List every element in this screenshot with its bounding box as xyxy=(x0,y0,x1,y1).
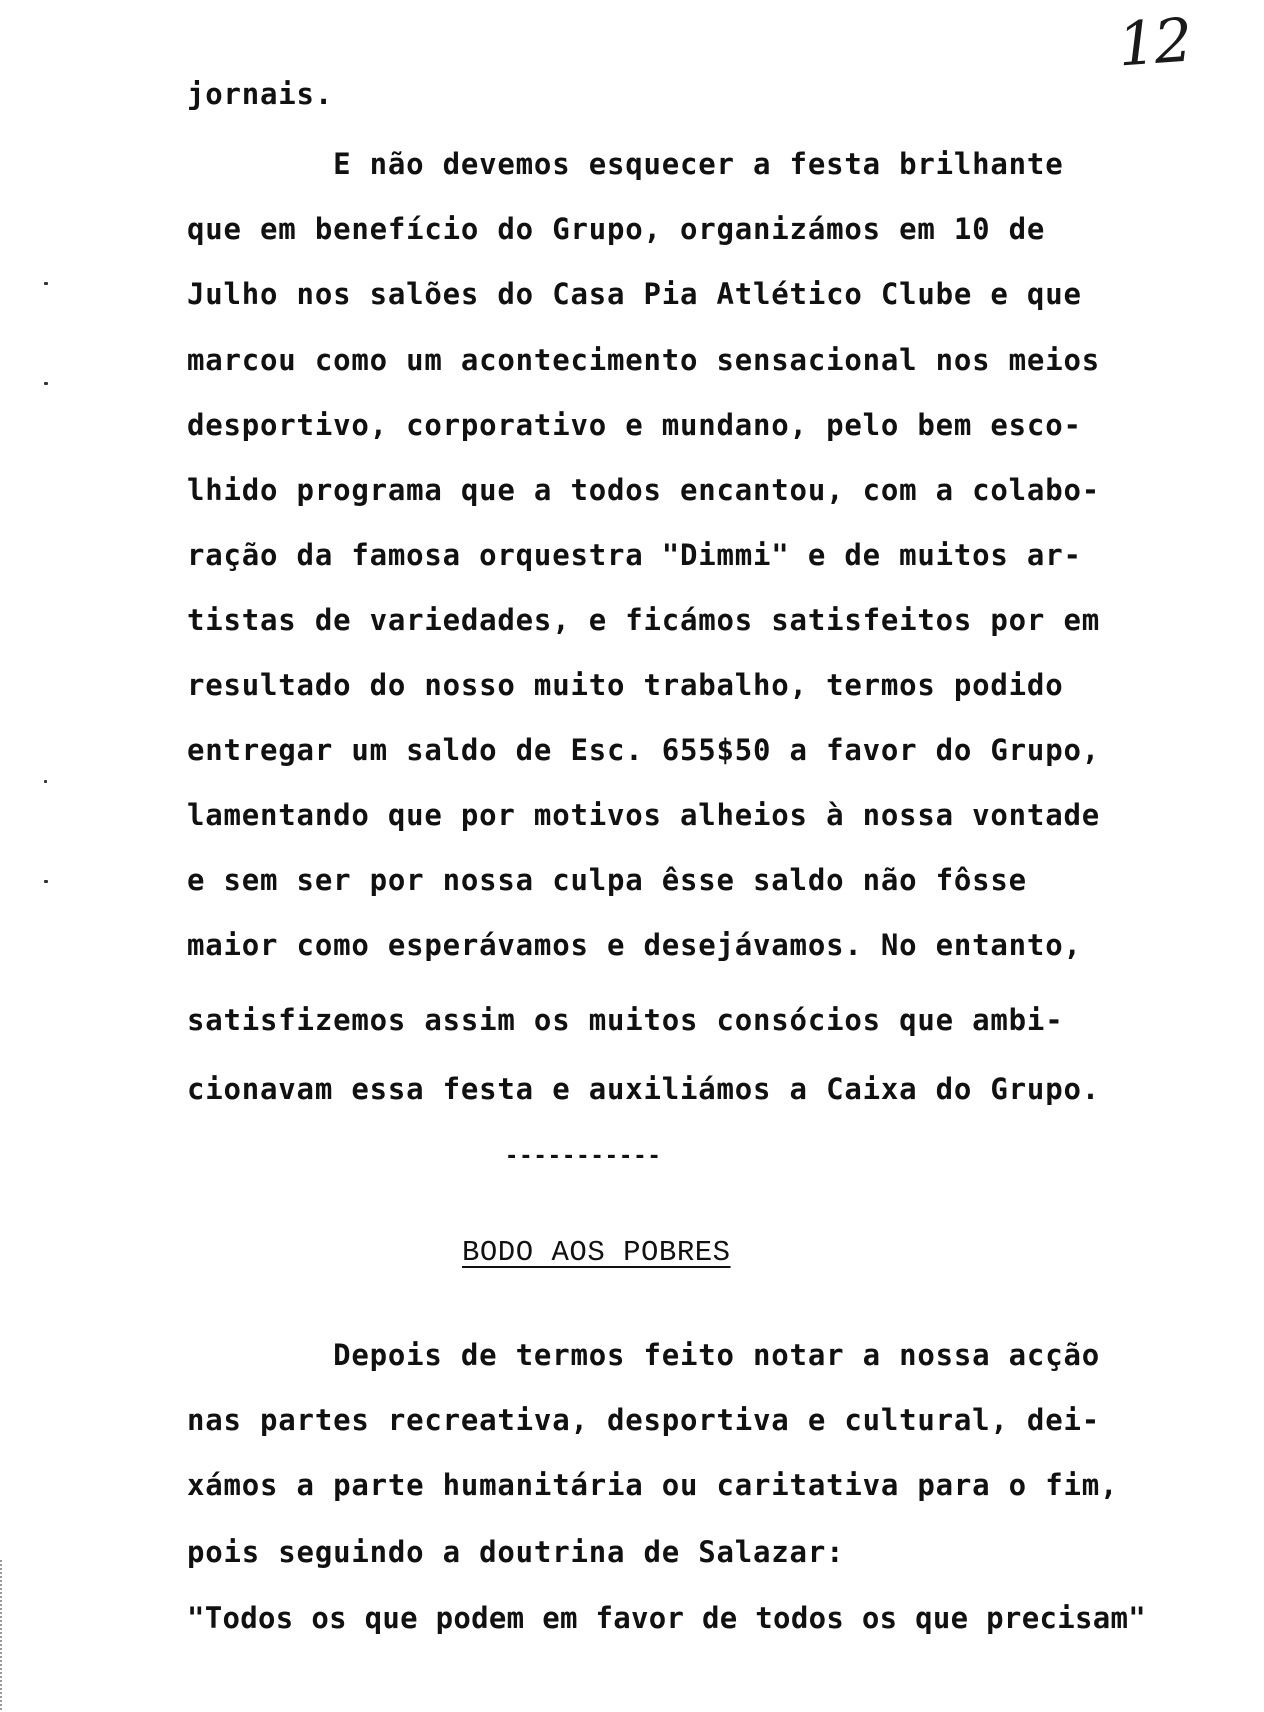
scan-speck xyxy=(44,282,48,285)
section-heading: BODO AOS POBRES xyxy=(462,1236,731,1269)
text-line: "Todos os que podem em favor de todos os que precisam" xyxy=(187,1601,1147,1635)
text-line: lhido programa que a todos encantou, com a colabo- xyxy=(187,473,1100,507)
scan-speck xyxy=(44,880,48,883)
text-line: jornais. xyxy=(187,77,334,111)
text-line: pois seguindo a doutrina de Salazar: xyxy=(187,1535,845,1569)
text-line: cionavam essa festa e auxiliámos a Caixa do Grupo. xyxy=(187,1072,1100,1106)
text-line: lamentando que por motivos alheios à nossa vontade xyxy=(187,798,1100,832)
text-line: entregar um saldo de Esc. 655$50 a favor do Grupo, xyxy=(187,733,1100,767)
text-line: E não devemos esquecer a festa brilhante xyxy=(187,147,1064,181)
page-number: 12 xyxy=(1115,5,1193,81)
text-line: xámos a parte humanitária ou caritativa para o fim, xyxy=(187,1468,1119,1502)
text-line: maior como esperávamos e desejávamos. No entanto, xyxy=(187,928,1082,962)
text-line: desportivo, corporativo e mundano, pelo bem esco- xyxy=(187,408,1082,442)
text-line: que em benefício do Grupo, organizámos em 10 de xyxy=(187,212,1046,246)
scan-speck xyxy=(44,780,47,783)
text-line: resultado do nosso muito trabalho, termos podido xyxy=(187,668,1064,702)
text-line: marcou como um acontecimento sensacional nos meios xyxy=(187,343,1100,377)
text-line: nas partes recreativa, desportiva e cultural, dei- xyxy=(187,1403,1100,1437)
scan-speck xyxy=(44,382,48,385)
text-line: Julho nos salões do Casa Pia Atlético Clube e que xyxy=(187,277,1082,311)
text-line: Depois de termos feito notar a nossa acção xyxy=(187,1338,1100,1372)
text-line: ração da famosa orquestra "Dimmi" e de muitos ar- xyxy=(187,538,1082,572)
section-divider: ----------- xyxy=(505,1144,662,1169)
text-line: tistas de variedades, e ficámos satisfeitos por em xyxy=(187,603,1100,637)
scan-edge-noise xyxy=(0,1560,8,1710)
text-line: satisfizemos assim os muitos consócios que ambi- xyxy=(187,1003,1064,1037)
text-line: e sem ser por nossa culpa êsse saldo não fôsse xyxy=(187,863,1027,897)
